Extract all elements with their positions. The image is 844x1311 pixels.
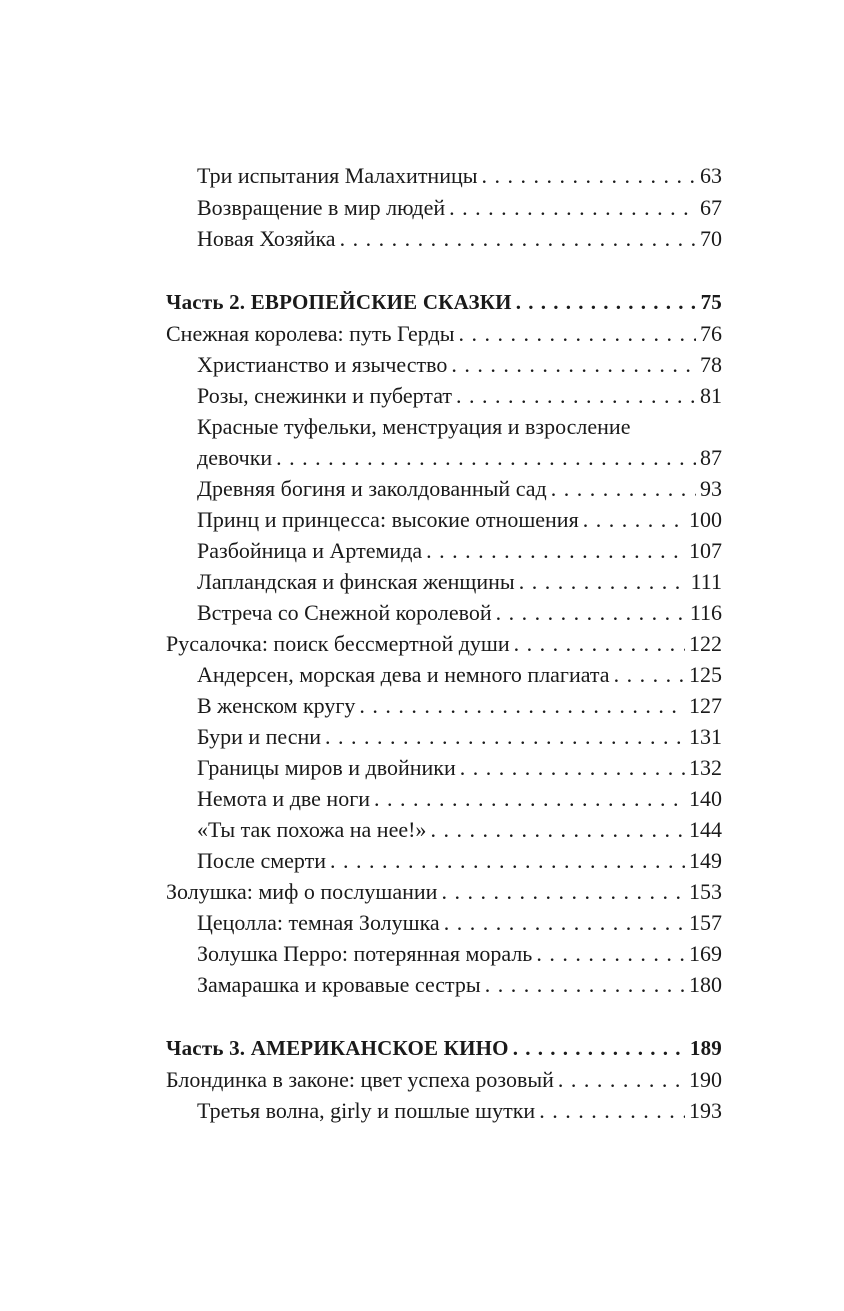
toc-page-number: 87 bbox=[700, 445, 722, 470]
toc-part-heading bbox=[166, 287, 722, 318]
toc-entry-title: Снежная королева: путь Герды bbox=[166, 321, 455, 346]
dot-leader bbox=[514, 628, 685, 659]
toc-part-heading bbox=[166, 1033, 722, 1064]
toc-subentry bbox=[197, 473, 722, 504]
toc-entry-title: Красные туфельки, менструация и взросление bbox=[197, 414, 631, 439]
dot-leader bbox=[513, 1033, 686, 1064]
toc-subentry bbox=[197, 349, 722, 380]
toc-entry-title: Новая Хозяйка bbox=[197, 226, 336, 251]
toc-entry bbox=[166, 1064, 722, 1095]
toc-page-number: 78 bbox=[700, 352, 722, 377]
toc-entry-title: Принц и принцесса: высокие отношения bbox=[197, 507, 579, 532]
toc-subentry bbox=[197, 721, 722, 752]
toc-page-number: 100 bbox=[689, 507, 722, 532]
toc-entry-title: Андерсен, морская дева и немного плагиата bbox=[197, 662, 610, 687]
dot-leader bbox=[276, 442, 696, 473]
dot-leader bbox=[456, 380, 696, 411]
dot-leader bbox=[519, 566, 687, 597]
toc-entry-title: Третья волна, girly и пошлые шутки bbox=[197, 1098, 536, 1123]
toc-entry-title: Русалочка: поиск бессмертной души bbox=[166, 631, 510, 656]
toc-subentry bbox=[197, 504, 722, 535]
dot-leader bbox=[430, 814, 685, 845]
toc-page-number: 107 bbox=[689, 538, 722, 563]
toc-entry-title: Древняя богиня и заколдованный сад bbox=[197, 476, 547, 501]
toc-entry-title: Золушка: миф о послушании bbox=[166, 879, 438, 904]
toc-subentry bbox=[197, 814, 722, 845]
dot-leader bbox=[551, 473, 696, 504]
toc-entry-title: Замарашка и кровавые сестры bbox=[197, 972, 481, 997]
toc-entry-title: Немота и две ноги bbox=[197, 786, 370, 811]
dot-leader bbox=[558, 1064, 685, 1095]
toc-page-number: 93 bbox=[700, 476, 722, 501]
toc-entry-title: В женском кругу bbox=[197, 693, 356, 718]
toc-entry-title: После смерти bbox=[197, 848, 326, 873]
toc-page-number: 169 bbox=[689, 941, 722, 966]
toc-subentry bbox=[197, 380, 722, 411]
toc-subentry bbox=[197, 192, 722, 223]
toc-entry-title: Встреча со Снежной королевой bbox=[197, 600, 492, 625]
toc-subentry bbox=[197, 411, 722, 442]
toc-page-number: 144 bbox=[689, 817, 722, 842]
dot-leader bbox=[583, 504, 685, 535]
toc-subentry bbox=[197, 160, 722, 191]
toc-entry-title: Часть 3. АМЕРИКАНСКОЕ КИНО bbox=[166, 1036, 509, 1060]
toc-entry bbox=[166, 318, 722, 349]
toc-subentry bbox=[197, 690, 722, 721]
toc-subentry bbox=[197, 659, 722, 690]
toc-page-number: 76 bbox=[700, 321, 722, 346]
toc-page-number: 67 bbox=[700, 195, 722, 220]
dot-leader bbox=[374, 783, 685, 814]
toc-page-number: 122 bbox=[689, 631, 722, 656]
dot-leader bbox=[516, 287, 697, 318]
dot-leader bbox=[444, 907, 685, 938]
dot-leader bbox=[460, 752, 685, 783]
dot-leader bbox=[536, 938, 685, 969]
toc-page-number: 81 bbox=[700, 383, 722, 408]
dot-leader bbox=[359, 690, 685, 721]
toc-page-number: 193 bbox=[689, 1098, 722, 1123]
dot-leader bbox=[449, 192, 696, 223]
dot-leader bbox=[451, 349, 696, 380]
toc-entry-title: Часть 2. ЕВРОПЕЙСКИЕ СКАЗКИ bbox=[166, 290, 512, 314]
toc-entry-title: «Ты так похожа на нее!» bbox=[197, 817, 427, 842]
toc-subentry bbox=[197, 535, 722, 566]
toc-entry-title: Блондинка в законе: цвет успеха розовый bbox=[166, 1067, 554, 1092]
toc-entry-title: Границы миров и двойники bbox=[197, 755, 456, 780]
dot-leader bbox=[340, 223, 696, 254]
toc-entry-title: Три испытания Малахитницы bbox=[197, 163, 478, 188]
toc-entry-title: Золушка Перро: потерянная мораль bbox=[197, 941, 533, 966]
toc-page-number: 70 bbox=[700, 226, 722, 251]
dot-leader bbox=[539, 1095, 685, 1126]
dot-leader bbox=[614, 659, 685, 690]
dot-leader bbox=[441, 876, 685, 907]
dot-leader bbox=[496, 597, 686, 628]
toc-page-number: 75 bbox=[700, 290, 722, 314]
toc-entry-title: Цецолла: темная Золушка bbox=[197, 910, 440, 935]
toc-subentry bbox=[197, 1095, 722, 1126]
toc-entry-title: Возвращение в мир людей bbox=[197, 195, 446, 220]
toc-page-number: 125 bbox=[689, 662, 722, 687]
toc-page-number: 190 bbox=[689, 1067, 722, 1092]
dot-leader bbox=[426, 535, 685, 566]
toc-subentry bbox=[197, 938, 722, 969]
dot-leader bbox=[325, 721, 685, 752]
toc-entry-title: девочки bbox=[197, 445, 273, 470]
toc-subentry bbox=[197, 597, 722, 628]
toc-page-number: 157 bbox=[689, 910, 722, 935]
toc-subentry bbox=[197, 783, 722, 814]
dot-leader bbox=[330, 845, 685, 876]
toc-subentry bbox=[197, 907, 722, 938]
toc-page-number: 63 bbox=[700, 163, 722, 188]
toc-entry-title: Розы, снежинки и пубертат bbox=[197, 383, 452, 408]
toc-page-number: 127 bbox=[689, 693, 722, 718]
toc-subentry bbox=[197, 442, 722, 473]
toc-subentry bbox=[197, 969, 722, 1000]
toc-page-number: 111 bbox=[690, 569, 722, 594]
toc-page-number: 116 bbox=[689, 600, 722, 625]
toc-page-number: 131 bbox=[689, 724, 722, 749]
toc-subentry bbox=[197, 752, 722, 783]
toc-subentry bbox=[197, 845, 722, 876]
dot-leader bbox=[482, 160, 696, 191]
toc-entry-title: Христианство и язычество bbox=[197, 352, 448, 377]
toc-entry-title: Бури и песни bbox=[197, 724, 322, 749]
toc-page-number: 149 bbox=[689, 848, 722, 873]
toc-entry-title: Лапландская и финская женщины bbox=[197, 569, 515, 594]
toc-page-number: 140 bbox=[689, 786, 722, 811]
toc-subentry bbox=[197, 223, 722, 254]
toc-page-number: 153 bbox=[689, 879, 722, 904]
toc-page-number: 189 bbox=[689, 1036, 722, 1060]
dot-leader bbox=[485, 969, 685, 1000]
dot-leader bbox=[458, 318, 696, 349]
toc-subentry bbox=[197, 566, 722, 597]
toc-entry bbox=[166, 628, 722, 659]
toc-page-number: 132 bbox=[689, 755, 722, 780]
toc-entry-title: Разбойница и Артемида bbox=[197, 538, 423, 563]
toc-entry bbox=[166, 876, 722, 907]
toc-page-number: 180 bbox=[689, 972, 722, 997]
